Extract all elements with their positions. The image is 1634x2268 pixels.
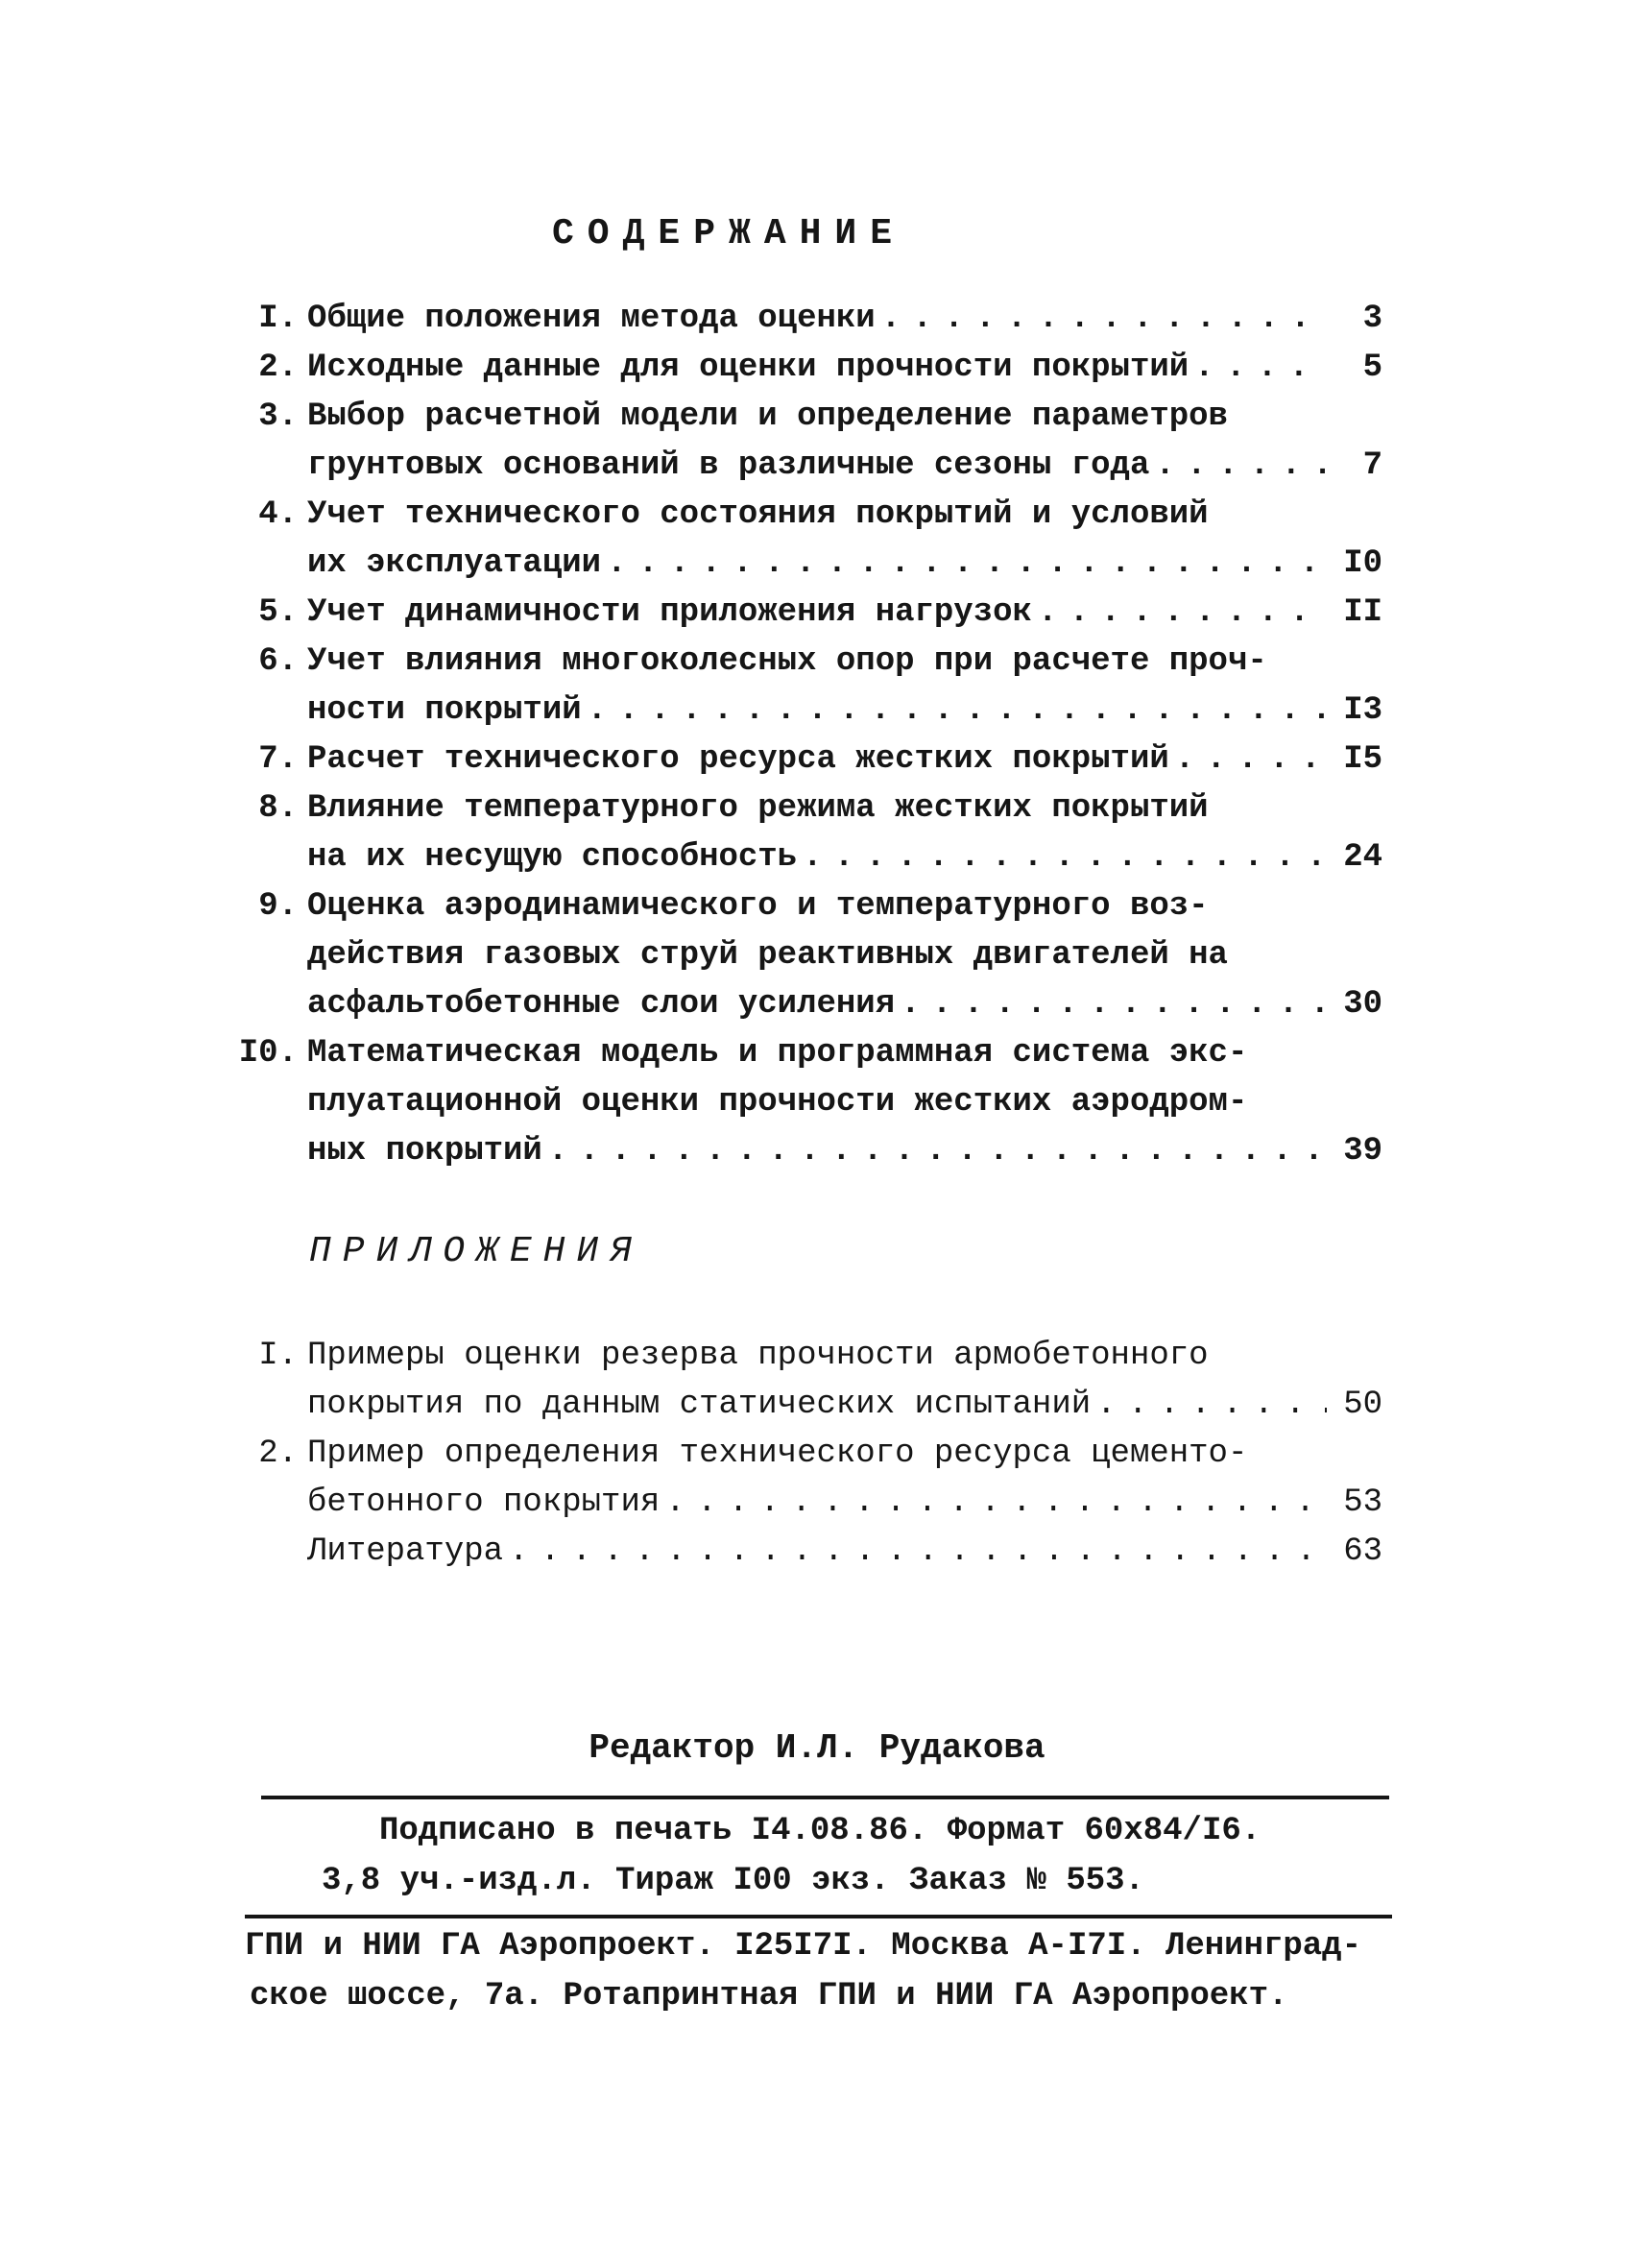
appendix-entry-title: покрытия по данным статических испытаний xyxy=(307,1387,1092,1423)
appendix-page-number: 63 xyxy=(1343,1533,1382,1570)
toc-entry-title: Выбор расчетной модели и определение параметров xyxy=(307,398,1228,435)
toc-entry-1-line-1 xyxy=(230,294,1382,344)
toc-entry-number: 2. xyxy=(258,350,298,386)
appendix-dot-leader xyxy=(665,1478,1327,1528)
toc-dot-leader xyxy=(1194,343,1327,393)
contents-heading: СОДЕРЖАНИЕ xyxy=(552,213,906,254)
appendix-dot-leader xyxy=(1096,1380,1327,1430)
appendix-page-number: 50 xyxy=(1343,1387,1382,1423)
toc-entry-title: Расчет технического ресурса жестких покрытий xyxy=(307,741,1169,778)
appendix-entry-title: бетонного покрытия xyxy=(307,1484,661,1521)
toc-entry-title: грунтовых оснований в различные сезоны года xyxy=(307,447,1150,484)
toc-entry-10-line-2 xyxy=(230,1077,1382,1127)
imprint-line-3: ГПИ и НИИ ГА Аэропроект. I25I7I. Москва А-I7I. Ленинград- xyxy=(245,1928,1361,1965)
toc-entry-title: Исходные данные для оценки прочности покрытий xyxy=(307,350,1189,386)
appendix-entry-1-line-2 xyxy=(230,1380,1382,1430)
toc-page-number: I3 xyxy=(1343,692,1382,729)
toc-page-number: I5 xyxy=(1343,741,1382,778)
toc-entry-3-line-1 xyxy=(230,392,1382,442)
appendix-entry-3-line-1 xyxy=(230,1527,1382,1577)
toc-entry-9-line-2 xyxy=(230,930,1382,980)
toc-entry-title: асфальтобетонные слои усиления xyxy=(307,986,896,1023)
appendix-entry-title: Литература xyxy=(307,1533,504,1570)
toc-entry-10-line-1 xyxy=(230,1028,1382,1078)
bottom-divider xyxy=(245,1915,1392,1918)
toc-entry-title: ных покрытий xyxy=(307,1133,542,1170)
appendix-entry-number: 2. xyxy=(258,1436,298,1472)
toc-entry-8-line-2 xyxy=(230,832,1382,882)
toc-dot-leader xyxy=(588,686,1327,736)
toc-entry-title: на их несущую способность xyxy=(307,839,798,876)
toc-page-number: 5 xyxy=(1362,350,1382,386)
toc-entry-7-line-1 xyxy=(230,735,1382,784)
toc-entry-number: 9. xyxy=(258,888,298,925)
toc-entry-title: действия газовых струй реактивных двигателей на xyxy=(307,937,1228,974)
toc-page-number: 7 xyxy=(1362,447,1382,484)
toc-dot-leader xyxy=(1155,441,1327,491)
toc-entry-3-line-2 xyxy=(230,441,1382,491)
toc-dot-leader xyxy=(1175,735,1327,784)
toc-entry-title: Учет влияния многоколесных опор при расчете проч- xyxy=(307,643,1267,680)
toc-entry-8-line-1 xyxy=(230,784,1382,833)
toc-entry-number: 6. xyxy=(258,643,298,680)
appendix-entry-title: Пример определения технического ресурса цементо- xyxy=(307,1436,1248,1472)
toc-entry-9-line-1 xyxy=(230,881,1382,931)
toc-dot-leader xyxy=(901,979,1327,1029)
toc-entry-number: 5. xyxy=(258,594,298,631)
toc-dot-leader xyxy=(607,539,1327,589)
toc-entry-title: Оценка аэродинамического и температурного воз- xyxy=(307,888,1209,925)
toc-dot-leader xyxy=(803,832,1327,882)
toc-dot-leader xyxy=(548,1126,1327,1176)
appendix-entry-2-line-2 xyxy=(230,1478,1382,1528)
top-divider xyxy=(261,1796,1389,1799)
appendix-entry-1-line-1 xyxy=(230,1331,1382,1381)
toc-entry-number: 7. xyxy=(258,741,298,778)
toc-entry-title: Общие положения метода оценки xyxy=(307,301,876,337)
toc-entry-2-line-1 xyxy=(230,343,1382,393)
toc-entry-number: I. xyxy=(258,301,298,337)
imprint-line-4: ское шоссе, 7а. Ротапринтная ГПИ и НИИ ГА Аэропроект. xyxy=(250,1978,1288,2015)
toc-entry-6-line-2 xyxy=(230,686,1382,736)
toc-entry-title: их эксплуатации xyxy=(307,545,602,582)
appendices-heading: ПРИЛОЖЕНИЯ xyxy=(309,1231,644,1272)
appendix-entry-title: Примеры оценки резерва прочности армобетонного xyxy=(307,1338,1209,1374)
toc-entry-10-line-3 xyxy=(230,1126,1382,1176)
toc-page-number: 39 xyxy=(1343,1133,1382,1170)
toc-entry-number: I0. xyxy=(238,1035,298,1072)
toc-entry-number: 3. xyxy=(258,398,298,435)
toc-page-number: 24 xyxy=(1343,839,1382,876)
appendix-page-number: 53 xyxy=(1343,1484,1382,1521)
imprint-line-2: 3,8 уч.-изд.л. Тираж I00 экз. Заказ № 553. xyxy=(322,1863,1144,1899)
toc-entry-number: 4. xyxy=(258,496,298,533)
toc-entry-6-line-1 xyxy=(230,637,1382,687)
toc-entry-4-line-1 xyxy=(230,490,1382,540)
appendix-dot-leader xyxy=(509,1527,1327,1577)
toc-page-number: 3 xyxy=(1362,301,1382,337)
toc-entry-4-line-2 xyxy=(230,539,1382,589)
toc-entry-5-line-1 xyxy=(230,588,1382,638)
toc-dot-leader xyxy=(881,294,1327,344)
toc-entry-title: Учет технического состояния покрытий и условий xyxy=(307,496,1209,533)
toc-entry-number: 8. xyxy=(258,790,298,827)
toc-entry-9-line-3 xyxy=(230,979,1382,1029)
imprint-line-1: Подписано в печать I4.08.86. Формат 60х84/I6. xyxy=(379,1813,1262,1849)
appendix-entry-number: I. xyxy=(258,1338,298,1374)
toc-page-number: 30 xyxy=(1343,986,1382,1023)
toc-entry-title: ности покрытий xyxy=(307,692,582,729)
toc-page-number: I0 xyxy=(1343,545,1382,582)
toc-entry-title: плуатационной оценки прочности жестких аэродром- xyxy=(307,1084,1248,1121)
editor-line: Редактор И.Л. Рудакова xyxy=(589,1728,1045,1768)
toc-dot-leader xyxy=(1038,588,1327,638)
appendix-entry-2-line-1 xyxy=(230,1429,1382,1479)
toc-entry-title: Учет динамичности приложения нагрузок xyxy=(307,594,1032,631)
toc-entry-title: Математическая модель и программная система экс- xyxy=(307,1035,1248,1072)
toc-page-number: II xyxy=(1343,594,1382,631)
toc-entry-title: Влияние температурного режима жестких покрытий xyxy=(307,790,1209,827)
